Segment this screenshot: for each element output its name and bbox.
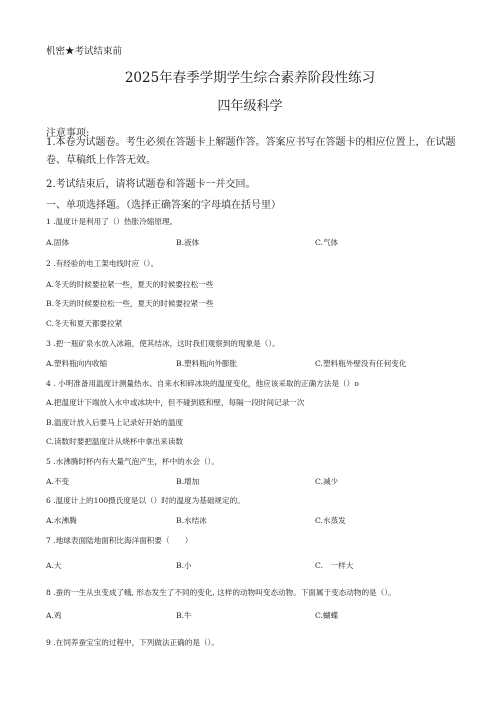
question-2-option-c: C.冬天和夏天都要拉紧	[46, 319, 123, 328]
question-5-stem: 5 .水沸腾时杯内有大量气泡产生，杯中的水会（）。	[46, 457, 219, 466]
question-1-option-b: B.液体	[176, 238, 200, 247]
notice-item-1: 1.本卷为试题卷。考生必须在答题卡上解题作答。答案应书写在答题卡的相应位置上，在试题卷、草稿纸上作答无效。	[46, 137, 456, 166]
question-3-option-c: C.塑料瓶外壁没有任何变化	[315, 359, 407, 368]
question-1-stem: 1 .温度计是利用了（）热胀冷缩原理。	[46, 217, 178, 226]
exam-title: 2025年春季学期学生综合素养阶段性练习	[124, 70, 376, 86]
notice-item-2: 2.考试结束后，请将试题卷和答题卡一并交回。	[46, 179, 256, 190]
question-8-stem: 8 .蚕的一生从虫变成了蛾, 形态发生了不同的变化, 这样的动物叫变态动物。下面属于变态动物的是（）。	[46, 588, 396, 597]
subject-title: 四年级科学	[217, 99, 283, 114]
question-6-option-c: C.水蒸发	[315, 516, 346, 525]
section-heading: 一、单项选择题。（选择正确答案的字母填在括号里）	[46, 200, 281, 211]
question-5-option-b: B.增加	[176, 477, 200, 486]
confidential-line: 机密★考试结束前	[46, 46, 123, 57]
question-9-stem: 9 .在饲养蚕宝宝的过程中，下列做法正确的是（）。	[46, 638, 219, 647]
question-6-stem: 6 .温度计上的100摄氏度是以（）时的温度为基础规定的。	[46, 496, 245, 505]
question-2-option-a: A.冬天的时候要拉紧一些，夏天的时候要拉松一些	[46, 280, 214, 289]
question-7-option-c: C. 一样大	[315, 561, 354, 570]
notice-heading: 注意事项:	[46, 128, 90, 139]
question-4-option-a: A.把温度计下端放入水中或冰块中，但不碰到底和壁，每隔一段时间记录一次	[46, 398, 305, 407]
question-6-option-b: B.水结冰	[176, 516, 207, 525]
question-3-option-b: B.塑料瓶向外膨胀	[176, 359, 238, 368]
question-2-stem: 2 .有经验的电工架电线时应（）。	[46, 259, 159, 268]
question-7-option-b: B.小	[176, 561, 192, 570]
question-8-option-a: A.鸡	[46, 611, 62, 620]
question-1-option-a: A.固体	[46, 238, 70, 247]
question-3-option-a: A.塑料瓶向内收缩	[46, 359, 108, 368]
question-4-option-c: C.读数时要把温度计从烧杯中拿出来读数	[46, 437, 184, 446]
question-6-option-a: A.水沸腾	[46, 516, 77, 525]
question-5-option-c: C.减少	[315, 477, 339, 486]
question-3-stem: 3 .把一瓶矿泉水放入冰箱，使其结冰，这时我们观察到的现象是（）。	[46, 339, 280, 348]
question-4-option-b: B.温度计放入后要马上记录好开始的温度	[46, 418, 184, 427]
question-1-option-c: C.气体	[315, 238, 339, 247]
question-5-option-a: A.不变	[46, 477, 70, 486]
question-7-option-a: A.大	[46, 561, 62, 570]
question-8-option-c: C.蝴蝶	[315, 611, 339, 620]
question-8-option-b: B.牛	[176, 611, 192, 620]
question-7-stem: 7 .地球表面陆地面积比海洋面积要（ ）	[46, 536, 193, 545]
question-4-stem: 4 . 小明准备用温度计测量热水、自来水和碎冰块的温度变化，他应该采取的正确方法是（）o	[46, 379, 359, 388]
question-2-option-b: B.冬天的时候要拉松一些，夏天的时候要拉紧一些	[46, 299, 214, 308]
